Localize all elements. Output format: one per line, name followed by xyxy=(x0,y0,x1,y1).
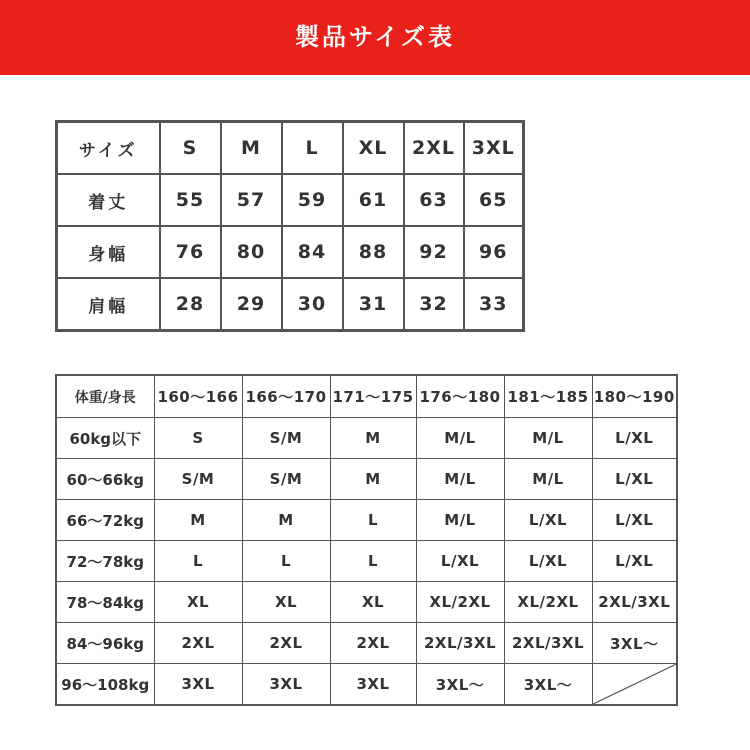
fit-cell: XL xyxy=(242,582,330,623)
weight-row-label: 60kg以下 xyxy=(56,418,154,459)
size-cell: 55 xyxy=(160,174,221,226)
fit-cell: XL/2XL xyxy=(416,582,504,623)
fit-cell: M/L xyxy=(416,418,504,459)
fit-cell: L/XL xyxy=(592,541,677,582)
weight-row-label: 84～96kg xyxy=(56,623,154,664)
size-col-header: 3XL xyxy=(464,122,524,175)
weight-row-label: 72～78kg xyxy=(56,541,154,582)
size-cell: 80 xyxy=(221,226,282,278)
size-col-header: M xyxy=(221,122,282,175)
fit-cell: M xyxy=(154,500,242,541)
size-cell: 96 xyxy=(464,226,524,278)
weight-row-label: 60～66kg xyxy=(56,459,154,500)
fit-cell: 3XL～ xyxy=(504,664,592,706)
size-cell: 76 xyxy=(160,226,221,278)
fit-cell: L/XL xyxy=(592,500,677,541)
fit-cell: L xyxy=(242,541,330,582)
size-cell: 65 xyxy=(464,174,524,226)
size-cell: 63 xyxy=(404,174,464,226)
fit-cell: M xyxy=(330,459,416,500)
fit-cell: L xyxy=(330,500,416,541)
fit-cell: XL xyxy=(330,582,416,623)
page-title: 製品サイズ表 xyxy=(294,23,456,51)
size-table-header-row xyxy=(57,122,524,175)
size-table-row xyxy=(57,278,524,331)
size-cell: 28 xyxy=(160,278,221,331)
fit-table-row xyxy=(56,664,677,706)
weight-row-label: 78～84kg xyxy=(56,582,154,623)
size-col-header: XL xyxy=(343,122,404,175)
fit-cell: M xyxy=(330,418,416,459)
size-cell: 88 xyxy=(343,226,404,278)
size-table xyxy=(55,120,525,332)
size-table-row xyxy=(57,174,524,226)
fit-cell: L/XL xyxy=(504,541,592,582)
fit-cell: M/L xyxy=(504,459,592,500)
size-row-label: 肩幅 xyxy=(57,278,160,331)
fit-cell: 3XL～ xyxy=(592,623,677,664)
fit-cell: 3XL～ xyxy=(416,664,504,706)
fit-table-row xyxy=(56,541,677,582)
fit-cell: M/L xyxy=(504,418,592,459)
fit-cell: M/L xyxy=(416,500,504,541)
size-cell: 84 xyxy=(282,226,343,278)
fit-cell: L/XL xyxy=(592,418,677,459)
fit-table-row xyxy=(56,418,677,459)
empty-cell xyxy=(592,664,677,706)
size-cell: 30 xyxy=(282,278,343,331)
fit-cell: 2XL/3XL xyxy=(592,582,677,623)
size-cell: 92 xyxy=(404,226,464,278)
fit-cell: L/XL xyxy=(504,500,592,541)
fit-cell: S/M xyxy=(242,459,330,500)
height-col-header: 166～170 xyxy=(242,375,330,418)
size-row-label: 身幅 xyxy=(57,226,160,278)
size-col-header: L xyxy=(282,122,343,175)
fit-cell: 2XL/3XL xyxy=(416,623,504,664)
fit-cell: M xyxy=(242,500,330,541)
fit-cell: XL xyxy=(154,582,242,623)
size-col-header: 2XL xyxy=(404,122,464,175)
fit-cell: S/M xyxy=(154,459,242,500)
fit-cell: L/XL xyxy=(416,541,504,582)
fit-cell: 2XL xyxy=(242,623,330,664)
size-cell: 61 xyxy=(343,174,404,226)
size-cell: 29 xyxy=(221,278,282,331)
size-cell: 57 xyxy=(221,174,282,226)
size-header-label: サイズ xyxy=(57,122,160,175)
fit-cell: 3XL xyxy=(330,664,416,706)
fit-table xyxy=(55,374,678,706)
fit-cell: 3XL xyxy=(242,664,330,706)
fit-cell: XL/2XL xyxy=(504,582,592,623)
diagonal-slash xyxy=(593,664,677,704)
size-col-header: S xyxy=(160,122,221,175)
size-table-row xyxy=(57,226,524,278)
height-col-header: 171～175 xyxy=(330,375,416,418)
height-col-header: 180～190 xyxy=(592,375,677,418)
fit-cell: 3XL xyxy=(154,664,242,706)
height-col-header: 176～180 xyxy=(416,375,504,418)
fit-corner-label: 体重/身長 xyxy=(56,375,154,418)
fit-cell: S/M xyxy=(242,418,330,459)
fit-cell: L xyxy=(154,541,242,582)
fit-cell: 2XL xyxy=(330,623,416,664)
fit-cell: 2XL/3XL xyxy=(504,623,592,664)
size-cell: 33 xyxy=(464,278,524,331)
size-cell: 32 xyxy=(404,278,464,331)
weight-row-label: 96～108kg xyxy=(56,664,154,706)
fit-table-row xyxy=(56,582,677,623)
fit-table-row xyxy=(56,623,677,664)
height-col-header: 181～185 xyxy=(504,375,592,418)
fit-cell: 2XL xyxy=(154,623,242,664)
size-row-label: 着丈 xyxy=(57,174,160,226)
fit-cell: S xyxy=(154,418,242,459)
fit-cell: L/XL xyxy=(592,459,677,500)
header-banner xyxy=(0,0,750,75)
size-cell: 59 xyxy=(282,174,343,226)
size-cell: 31 xyxy=(343,278,404,331)
fit-cell: L xyxy=(330,541,416,582)
height-col-header: 160～166 xyxy=(154,375,242,418)
fit-table-row xyxy=(56,500,677,541)
fit-table-row xyxy=(56,459,677,500)
weight-row-label: 66～72kg xyxy=(56,500,154,541)
fit-cell: M/L xyxy=(416,459,504,500)
fit-table-header-row xyxy=(56,375,677,418)
